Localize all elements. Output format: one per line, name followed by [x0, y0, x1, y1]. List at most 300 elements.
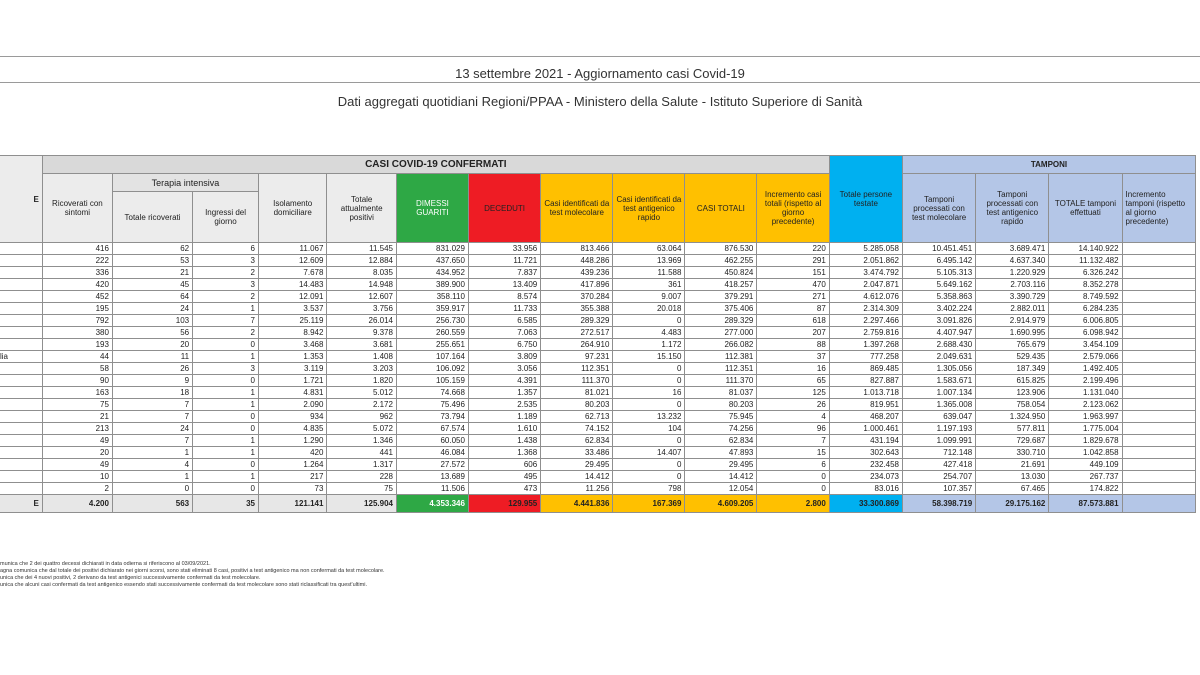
value-cell: 1: [112, 447, 192, 459]
value-cell: 470: [757, 279, 829, 291]
value-cell: 1.583.671: [902, 375, 975, 387]
value-cell: 97.231: [541, 351, 613, 363]
value-cell: 111.370: [541, 375, 613, 387]
value-cell: 792: [42, 315, 112, 327]
col-header-molecolare: Casi identificati da test molecolare: [541, 174, 613, 243]
value-cell: 9.007: [613, 291, 685, 303]
value-cell: 27.572: [396, 459, 468, 471]
value-cell: 104: [613, 423, 685, 435]
value-cell: 1.131.040: [1049, 387, 1122, 399]
value-cell: 1: [193, 447, 259, 459]
value-cell: 417.896: [541, 279, 613, 291]
value-cell: 10.451.451: [902, 243, 975, 255]
value-cell: 266.082: [685, 339, 757, 351]
value-cell: 2.882.011: [976, 303, 1049, 315]
value-cell: [1122, 459, 1195, 471]
value-cell: [1122, 483, 1195, 495]
value-cell: 33.956: [468, 243, 540, 255]
value-cell: 35: [193, 495, 259, 513]
value-cell: 12.609: [258, 255, 326, 267]
value-cell: 0: [193, 459, 259, 471]
page-title: 13 settembre 2021 - Aggiornamento casi Covid-19: [455, 66, 745, 81]
value-cell: 80.203: [541, 399, 613, 411]
value-cell: 107.164: [396, 351, 468, 363]
value-cell: 6.006.805: [1049, 315, 1122, 327]
value-cell: 29.495: [685, 459, 757, 471]
region-cell: [0, 375, 42, 387]
region-cell: [0, 291, 42, 303]
table-row: [0, 435, 1196, 447]
value-cell: 1.775.004: [1049, 423, 1122, 435]
value-cell: 4.353.346: [396, 495, 468, 513]
value-cell: 1.042.858: [1049, 447, 1122, 459]
col-header-dimessi: DIMESSI GUARITI: [396, 174, 468, 243]
value-cell: 8.352.278: [1049, 279, 1122, 291]
value-cell: 389.900: [396, 279, 468, 291]
value-cell: 0: [193, 375, 259, 387]
value-cell: 712.148: [902, 447, 975, 459]
value-cell: 418.257: [685, 279, 757, 291]
value-cell: 934: [258, 411, 326, 423]
value-cell: 2.047.871: [829, 279, 902, 291]
region-cell: [0, 315, 42, 327]
table-row: [0, 255, 1196, 267]
value-cell: 3.468: [258, 339, 326, 351]
value-cell: 49: [42, 459, 112, 471]
value-cell: 2.199.496: [1049, 375, 1122, 387]
col-header-tamp-inc: Incremento tamponi (rispetto al giorno precedente): [1122, 174, 1195, 243]
covid-table: [0, 155, 1196, 513]
value-cell: [1122, 387, 1195, 399]
value-cell: 1.290: [258, 435, 326, 447]
value-cell: 3.681: [327, 339, 397, 351]
value-cell: 2.688.430: [902, 339, 975, 351]
value-cell: 14.412: [685, 471, 757, 483]
value-cell: 3.390.729: [976, 291, 1049, 303]
value-cell: 112.351: [541, 363, 613, 375]
col-header-positivi: Totale attualmente positivi: [327, 174, 397, 243]
value-cell: 3.689.471: [976, 243, 1049, 255]
value-cell: 112.351: [685, 363, 757, 375]
region-cell: [0, 447, 42, 459]
value-cell: 1: [193, 399, 259, 411]
value-cell: 53: [112, 255, 192, 267]
region-cell: [0, 471, 42, 483]
value-cell: 1: [112, 471, 192, 483]
value-cell: 831.029: [396, 243, 468, 255]
value-cell: 2.800: [757, 495, 829, 513]
value-cell: 0: [112, 483, 192, 495]
value-cell: [1122, 435, 1195, 447]
value-cell: 1.013.718: [829, 387, 902, 399]
value-cell: 96: [757, 423, 829, 435]
value-cell: 765.679: [976, 339, 1049, 351]
value-cell: [1122, 243, 1195, 255]
value-cell: 370.284: [541, 291, 613, 303]
value-cell: 577.811: [976, 423, 1049, 435]
region-cell: lia: [0, 351, 42, 363]
value-cell: 4.835: [258, 423, 326, 435]
value-cell: 819.951: [829, 399, 902, 411]
value-cell: [1122, 291, 1195, 303]
value-cell: 3.454.109: [1049, 339, 1122, 351]
value-cell: 26: [112, 363, 192, 375]
value-cell: [1122, 267, 1195, 279]
value-cell: 1: [193, 387, 259, 399]
value-cell: 33.300.869: [829, 495, 902, 513]
value-cell: 1.324.950: [976, 411, 1049, 423]
col-header-totali: CASI TOTALI: [685, 174, 757, 243]
value-cell: 25.119: [258, 315, 326, 327]
value-cell: 13.409: [468, 279, 540, 291]
value-cell: 375.406: [685, 303, 757, 315]
value-cell: 105.159: [396, 375, 468, 387]
value-cell: 151: [757, 267, 829, 279]
value-cell: 1.829.678: [1049, 435, 1122, 447]
value-cell: 45: [112, 279, 192, 291]
value-cell: 2.172: [327, 399, 397, 411]
value-cell: 1.408: [327, 351, 397, 363]
value-cell: 4.200: [42, 495, 112, 513]
value-cell: 330.710: [976, 447, 1049, 459]
value-cell: 6.326.242: [1049, 267, 1122, 279]
value-cell: 220: [757, 243, 829, 255]
value-cell: 473: [468, 483, 540, 495]
title-rule: [0, 82, 1200, 83]
value-cell: 448.286: [541, 255, 613, 267]
value-cell: 121.141: [258, 495, 326, 513]
value-cell: 58.398.719: [902, 495, 975, 513]
value-cell: 260.559: [396, 327, 468, 339]
value-cell: 11.506: [396, 483, 468, 495]
value-cell: 103: [112, 315, 192, 327]
value-cell: 813.466: [541, 243, 613, 255]
value-cell: 1.353: [258, 351, 326, 363]
value-cell: 4.391: [468, 375, 540, 387]
value-cell: 289.329: [541, 315, 613, 327]
value-cell: 1.690.995: [976, 327, 1049, 339]
value-cell: 0: [193, 483, 259, 495]
value-cell: 16: [757, 363, 829, 375]
value-cell: 112.381: [685, 351, 757, 363]
value-cell: 3: [193, 279, 259, 291]
value-cell: 217: [258, 471, 326, 483]
value-cell: 0: [613, 459, 685, 471]
region-cell: [0, 339, 42, 351]
value-cell: 264.910: [541, 339, 613, 351]
value-cell: 452: [42, 291, 112, 303]
value-cell: [1122, 315, 1195, 327]
table-row: [0, 399, 1196, 411]
value-cell: 3: [193, 363, 259, 375]
value-cell: 187.349: [976, 363, 1049, 375]
value-cell: 3.056: [468, 363, 540, 375]
value-cell: 0: [757, 471, 829, 483]
region-cell: [0, 363, 42, 375]
value-cell: 359.917: [396, 303, 468, 315]
value-cell: 228: [327, 471, 397, 483]
value-cell: 123.906: [976, 387, 1049, 399]
value-cell: 13.689: [396, 471, 468, 483]
value-cell: [1122, 255, 1195, 267]
value-cell: 87.573.881: [1049, 495, 1122, 513]
value-cell: 62: [112, 243, 192, 255]
value-cell: 1: [193, 471, 259, 483]
value-cell: 1: [193, 435, 259, 447]
value-cell: 20.018: [613, 303, 685, 315]
value-cell: 88: [757, 339, 829, 351]
value-cell: 449.109: [1049, 459, 1122, 471]
value-cell: 798: [613, 483, 685, 495]
value-cell: 1: [193, 303, 259, 315]
value-cell: 29.495: [541, 459, 613, 471]
value-cell: 33.486: [541, 447, 613, 459]
section-tamponi-header: TAMPONI: [902, 156, 1195, 174]
value-cell: 437.650: [396, 255, 468, 267]
col-header-tamp-mol: Tamponi processati con test molecolare: [902, 174, 975, 243]
value-cell: 8.942: [258, 327, 326, 339]
value-cell: 62.834: [685, 435, 757, 447]
value-cell: 1.000.461: [829, 423, 902, 435]
col-header-persone: Totale persone testate: [829, 156, 902, 243]
value-cell: 11.132.482: [1049, 255, 1122, 267]
covid-table-container: [0, 155, 1200, 540]
value-cell: 29.175.162: [976, 495, 1049, 513]
value-cell: 21.691: [976, 459, 1049, 471]
value-cell: 11.256: [541, 483, 613, 495]
value-cell: 0: [193, 423, 259, 435]
value-cell: 7.837: [468, 267, 540, 279]
value-cell: 12.607: [327, 291, 397, 303]
value-cell: 58: [42, 363, 112, 375]
region-cell: [0, 255, 42, 267]
value-cell: 2: [193, 291, 259, 303]
value-cell: 222: [42, 255, 112, 267]
region-cell: [0, 435, 42, 447]
region-cell: [0, 483, 42, 495]
value-cell: 7: [757, 435, 829, 447]
value-cell: 1.610: [468, 423, 540, 435]
value-cell: 232.458: [829, 459, 902, 471]
value-cell: 416: [42, 243, 112, 255]
value-cell: 37: [757, 351, 829, 363]
value-cell: 3.809: [468, 351, 540, 363]
value-cell: 6: [757, 459, 829, 471]
value-cell: 962: [327, 411, 397, 423]
value-cell: 73.794: [396, 411, 468, 423]
table-row: [0, 279, 1196, 291]
value-cell: [1122, 303, 1195, 315]
value-cell: 75.496: [396, 399, 468, 411]
value-cell: 49: [42, 435, 112, 447]
value-cell: 21: [42, 411, 112, 423]
value-cell: 5.649.162: [902, 279, 975, 291]
value-cell: 44: [42, 351, 112, 363]
value-cell: [1122, 411, 1195, 423]
value-cell: 65: [757, 375, 829, 387]
region-cell: E: [0, 495, 42, 513]
value-cell: 639.047: [902, 411, 975, 423]
value-cell: 213: [42, 423, 112, 435]
value-cell: 75: [327, 483, 397, 495]
value-cell: 267.737: [1049, 471, 1122, 483]
value-cell: 2.759.816: [829, 327, 902, 339]
value-cell: 87: [757, 303, 829, 315]
value-cell: 1.368: [468, 447, 540, 459]
value-cell: 3.402.224: [902, 303, 975, 315]
value-cell: 355.388: [541, 303, 613, 315]
region-cell: [0, 459, 42, 471]
value-cell: 56: [112, 327, 192, 339]
value-cell: 758.054: [976, 399, 1049, 411]
value-cell: 2.314.309: [829, 303, 902, 315]
value-cell: 420: [42, 279, 112, 291]
value-cell: 193: [42, 339, 112, 351]
value-cell: 254.707: [902, 471, 975, 483]
value-cell: 67.574: [396, 423, 468, 435]
value-cell: 462.255: [685, 255, 757, 267]
total-row: [0, 495, 1196, 513]
value-cell: 60.050: [396, 435, 468, 447]
value-cell: 3.537: [258, 303, 326, 315]
value-cell: 18: [112, 387, 192, 399]
value-cell: 0: [613, 363, 685, 375]
top-rule: [0, 56, 1200, 57]
region-cell: [0, 279, 42, 291]
value-cell: 289.329: [685, 315, 757, 327]
value-cell: 302.643: [829, 447, 902, 459]
value-cell: 5.285.058: [829, 243, 902, 255]
value-cell: 3.756: [327, 303, 397, 315]
value-cell: 379.291: [685, 291, 757, 303]
value-cell: 11.067: [258, 243, 326, 255]
table-row: [0, 411, 1196, 423]
value-cell: 234.073: [829, 471, 902, 483]
value-cell: 2.123.062: [1049, 399, 1122, 411]
value-cell: 83.016: [829, 483, 902, 495]
value-cell: 81.037: [685, 387, 757, 399]
col-header-tamp-tot: TOTALE tamponi effettuati: [1049, 174, 1122, 243]
value-cell: 256.730: [396, 315, 468, 327]
value-cell: 14.140.922: [1049, 243, 1122, 255]
footnotes: [0, 561, 800, 589]
value-cell: 441: [327, 447, 397, 459]
value-cell: 21: [112, 267, 192, 279]
value-cell: 1: [193, 351, 259, 363]
value-cell: 2: [42, 483, 112, 495]
value-cell: 4: [757, 411, 829, 423]
value-cell: 1.264: [258, 459, 326, 471]
value-cell: 24: [112, 303, 192, 315]
value-cell: 13.969: [613, 255, 685, 267]
value-cell: 67.465: [976, 483, 1049, 495]
value-cell: 3.203: [327, 363, 397, 375]
value-cell: 1.317: [327, 459, 397, 471]
value-cell: 0: [613, 435, 685, 447]
value-cell: 9: [112, 375, 192, 387]
value-cell: 15: [757, 447, 829, 459]
value-cell: 2.051.862: [829, 255, 902, 267]
table-row: [0, 471, 1196, 483]
value-cell: 4.483: [613, 327, 685, 339]
value-cell: 62.834: [541, 435, 613, 447]
ti-group-header: Terapia intensiva: [112, 174, 258, 192]
value-cell: 615.825: [976, 375, 1049, 387]
value-cell: 1.820: [327, 375, 397, 387]
value-cell: 361: [613, 279, 685, 291]
value-cell: 0: [613, 399, 685, 411]
value-cell: 13.030: [976, 471, 1049, 483]
table-row: [0, 243, 1196, 255]
value-cell: 80.203: [685, 399, 757, 411]
value-cell: 5.105.313: [902, 267, 975, 279]
value-cell: 0: [757, 483, 829, 495]
col-header-antigenico: Casi identificati da test antigenico rapido: [613, 174, 685, 243]
value-cell: 111.370: [685, 375, 757, 387]
value-cell: 291: [757, 255, 829, 267]
value-cell: [1122, 279, 1195, 291]
value-cell: 129.955: [468, 495, 540, 513]
value-cell: 1.397.268: [829, 339, 902, 351]
value-cell: [1122, 375, 1195, 387]
value-cell: 4.612.076: [829, 291, 902, 303]
col-header-ricoverati: Ricoverati con sintomi: [42, 174, 112, 243]
table-row: [0, 327, 1196, 339]
value-cell: 1.099.991: [902, 435, 975, 447]
value-cell: [1122, 447, 1195, 459]
table-row: [0, 423, 1196, 435]
value-cell: 73: [258, 483, 326, 495]
col-header-isolamento: Isolamento domiciliare: [258, 174, 326, 243]
value-cell: 0: [613, 315, 685, 327]
value-cell: 12.091: [258, 291, 326, 303]
footnote: unica che dei 4 nuovi positivi, 2 derivano da test antigenici successivamente confermati da test molecolare.: [0, 575, 261, 581]
value-cell: 5.072: [327, 423, 397, 435]
value-cell: 1.007.134: [902, 387, 975, 399]
value-cell: 1.189: [468, 411, 540, 423]
value-cell: 14.483: [258, 279, 326, 291]
value-cell: 1.492.405: [1049, 363, 1122, 375]
value-cell: 529.435: [976, 351, 1049, 363]
value-cell: 2.049.631: [902, 351, 975, 363]
value-cell: [1122, 327, 1195, 339]
value-cell: 1.963.997: [1049, 411, 1122, 423]
value-cell: 20: [112, 339, 192, 351]
value-cell: 3.119: [258, 363, 326, 375]
value-cell: 167.369: [613, 495, 685, 513]
region-cell: [0, 267, 42, 279]
value-cell: 207: [757, 327, 829, 339]
value-cell: 1.346: [327, 435, 397, 447]
value-cell: 163: [42, 387, 112, 399]
value-cell: 15.150: [613, 351, 685, 363]
value-cell: 827.887: [829, 375, 902, 387]
value-cell: 7: [112, 435, 192, 447]
value-cell: 8.749.592: [1049, 291, 1122, 303]
table-row: [0, 291, 1196, 303]
table-row: [0, 459, 1196, 471]
region-cell: [0, 243, 42, 255]
value-cell: 2.090: [258, 399, 326, 411]
value-cell: 0: [613, 471, 685, 483]
value-cell: 1.197.193: [902, 423, 975, 435]
col-header-tamp-ant: Tamponi processati con test antigenico rapido: [976, 174, 1049, 243]
value-cell: 90: [42, 375, 112, 387]
value-cell: 277.000: [685, 327, 757, 339]
value-cell: 777.258: [829, 351, 902, 363]
value-cell: 3.091.826: [902, 315, 975, 327]
value-cell: 4: [112, 459, 192, 471]
